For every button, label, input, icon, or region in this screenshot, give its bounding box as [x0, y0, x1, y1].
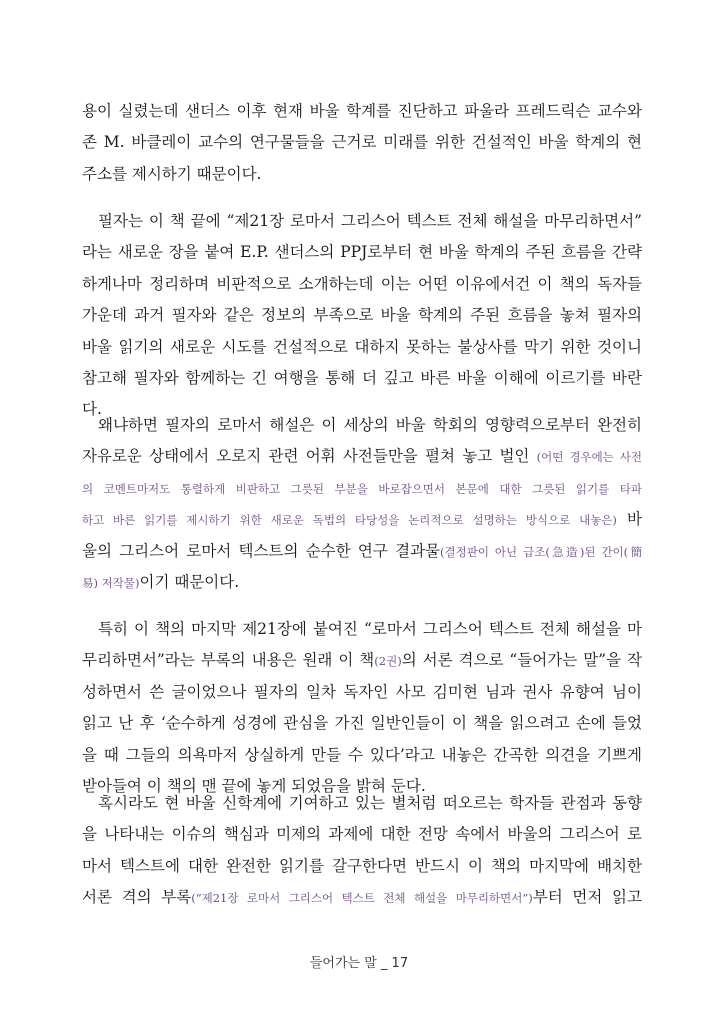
paragraph-4	[82, 614, 642, 802]
text-line: 라는 새로운 장을 붙여 E.P. 샌더스의 PPJ로부터 현 바울 학계의 주된 흐름을 간략	[82, 243, 642, 262]
text-line: 존 M. 바클레이 교수의 연구물들을 근거로 미래를 위한 건설적인 바울 학계의 현	[82, 133, 642, 152]
text-line: 易) 저작물)이기 때문이다.	[82, 572, 240, 591]
text-line: 마서 텍스트에 대한 완전한 읽기를 갈구한다면 반드시 이 책의 마지막에 배치한	[82, 856, 642, 875]
paragraph-5	[82, 788, 642, 914]
text-line: 을 나타내는 이슈의 핵심과 미제의 과제에 대한 전망 속에서 바울의 그리스어 로	[82, 825, 642, 844]
text-line: 주소를 제시하기 때문이다.	[82, 164, 262, 183]
text-line: 을 때 그들의 의욕마저 상실하게 만들 수 있다’라고 내놓은 간곡한 의견을 기쁘게	[82, 745, 642, 764]
text-line: 바울 읽기의 새로운 시도를 건설적으로 대하지 못하는 불상사를 막기 위한 것이니	[82, 337, 642, 356]
inline-note: (결정판이 아닌 급조(急造)된 간이(簡	[440, 544, 642, 559]
text-line: 가운데 과거 필자와 같은 정보의 부족으로 바울 학계의 주된 흐름을 놓쳐 필자의	[82, 306, 642, 325]
paragraph-1	[82, 96, 642, 190]
text-line: 읽고 난 후 ‘순수하게 성경에 관심을 가진 일반인들이 이 책을 읽으려고 손에 들었	[82, 714, 642, 733]
inline-note: (2권)	[374, 654, 402, 669]
text-line: 무리하면서”라는 부록의 내용은 원래 이 책(2권)의 서론 격으로 “들어가는 말”을 작	[82, 651, 642, 670]
inline-note: 의 코멘트마저도 통렬하게 비판하고 그릇된 부분을 바로잡으면서 본문에 대한 그릇된 읽기를 타파	[82, 481, 642, 496]
text-line: 서론 격의 부록(“제21장 로마서 그리스어 텍스트 전체 해설을 마무리하면서”)부터 먼저 읽고	[82, 888, 642, 907]
inline-note: 하고 바른 읽기를 제시하기 위한 새로운 독법의 타당성을 논리적으로 설명하는 방식으로 내놓은)	[82, 513, 617, 528]
inline-note: 易) 저작물)	[82, 575, 140, 590]
text-line: 하게나마 정리하며 비판적으로 소개하는데 이는 어떤 이유에서건 이 책의 독자들	[82, 274, 642, 293]
inline-note: (어떤 경우에는 사전	[536, 450, 642, 465]
paragraph-3	[82, 410, 642, 598]
text-line: 필자는 이 책 끝에 “제21장 로마서 그리스어 텍스트 전체 해설을 마무리하면서”	[98, 212, 642, 230]
text-line: 다.	[82, 400, 102, 419]
text-line: 특히 이 책의 마지막 제21장에 붙여진 “로마서 그리스어 텍스트 전체 해설을 마	[98, 620, 642, 638]
text-line	[82, 473, 642, 504]
text-line: 자유로운 상태에서 오로지 관련 어휘 사전들만을 펼쳐 놓고 벌인 (어떤 경우에는 사전	[82, 447, 642, 466]
text-line: 받아들여 이 책의 맨 끝에 놓게 되었음을 밝혀 둔다.	[82, 776, 426, 795]
text-line: 울의 그리스어 로마서 텍스트의 순수한 연구 결과물(결정판이 아닌 급조(急造)된 간이(簡	[82, 541, 642, 560]
paragraph-2	[82, 206, 642, 426]
page-footer	[0, 952, 718, 971]
text-line: 성하면서 쓴 글이었으나 필자의 일차 독자인 사모 김미현 님과 권사 유향여 님이	[82, 682, 642, 701]
text-line: 왜냐하면 필자의 로마서 해설은 이 세상의 바울 학회의 영향력으로부터 완전히	[98, 416, 642, 434]
text-line: 참고해 필자와 함께하는 긴 여행을 통해 더 깊고 바른 바울 이해에 이르기를 바란	[82, 368, 642, 387]
text-line: 용이 실렸는데 샌더스 이후 현재 바울 학계를 진단하고 파울라 프레드릭슨 교수와	[82, 102, 642, 120]
text-line: 하고 바른 읽기를 제시하기 위한 새로운 독법의 타당성을 논리적으로 설명하는 방식으로 내놓은) 바	[82, 510, 642, 529]
text-line: 혹시라도 현 바울 신학계에 기여하고 있는 별처럼 떠오르는 학자들 관점과 동향	[98, 794, 642, 812]
running-footer-label: 들어가는 말 _ 17	[309, 956, 409, 971]
inline-note: (“제21장 로마서 그리스어 텍스트 전체 해설을 마무리하면서”)	[191, 891, 533, 906]
